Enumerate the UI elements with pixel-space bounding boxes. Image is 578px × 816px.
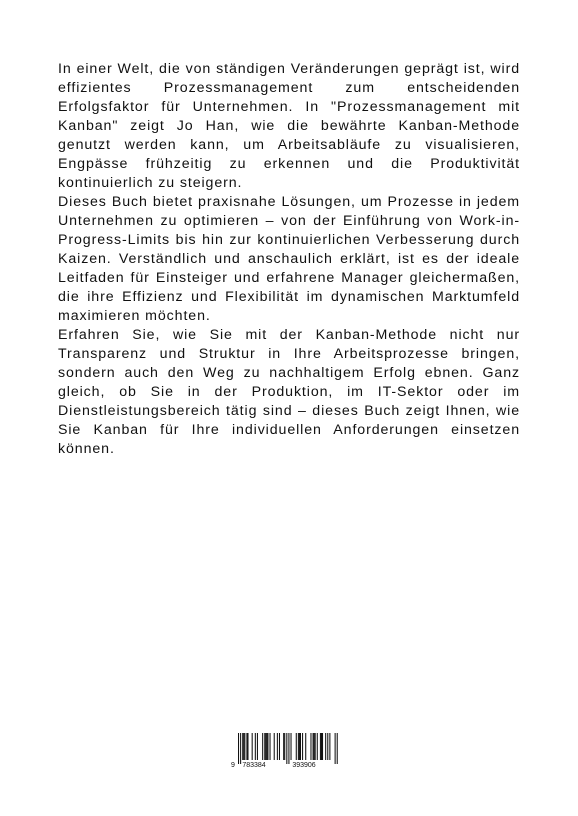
barcode-right-digits: 393906 bbox=[292, 762, 316, 769]
barcode-bar bbox=[310, 733, 311, 760]
barcode-bar bbox=[257, 733, 258, 760]
barcode-bar bbox=[277, 733, 278, 760]
barcode-bar bbox=[242, 733, 243, 760]
barcode-bar bbox=[238, 733, 239, 764]
barcode-bar bbox=[274, 733, 275, 760]
barcode-bar bbox=[270, 733, 271, 760]
barcode-bar bbox=[315, 733, 316, 760]
isbn-barcode bbox=[230, 733, 342, 769]
barcode-bar bbox=[320, 733, 321, 760]
blurb-paragraph-1: In einer Welt, die von ständigen Veränderungen geprägt ist, wird effizientes Prozessmanagement zum entscheidenden Erfolgsfaktor für Unternehmen. In "Prozessmanagement mit Kanban" zeigt Jo Han, wie die bewährte Kanban-Methode genutzt werden kann, um Arbeitsabläufe zu visualisieren, Engpässe frühzeitig zu erkennen und die Produktivität kontinuierlich zu steigern. bbox=[58, 61, 520, 191]
barcode-bar bbox=[317, 733, 318, 760]
barcode-bar bbox=[327, 733, 328, 760]
barcode-bar bbox=[314, 733, 315, 760]
barcode-bar bbox=[252, 733, 253, 760]
barcode-bar bbox=[299, 733, 300, 760]
barcode-bar bbox=[329, 733, 330, 760]
barcode-bar bbox=[246, 733, 247, 760]
barcode-prefix-digit: 9 bbox=[231, 762, 235, 769]
barcode-bar bbox=[302, 733, 303, 760]
barcode-bar bbox=[265, 733, 266, 760]
barcode-left-digits: 783384 bbox=[242, 762, 266, 769]
barcode-bar bbox=[279, 733, 280, 760]
cover-blurb bbox=[58, 60, 520, 459]
barcode-bar bbox=[291, 733, 292, 760]
barcode-graphic bbox=[230, 733, 342, 769]
barcode-bar bbox=[283, 733, 284, 760]
barcode-bar bbox=[262, 733, 263, 760]
barcode-bar bbox=[288, 733, 289, 764]
barcode-bar bbox=[298, 733, 299, 760]
barcode-bar bbox=[264, 733, 265, 760]
blurb-paragraph-3: Erfahren Sie, wie Sie mit der Kanban-Methode nicht nur Transparenz und Struktur in Ihre Arbeitsprozesse bringen, sondern auch den Weg zu nachhaltigem Erfolg ebnen. Ganz gleich, ob Sie in der Produktion, im IT-Sektor oder im Dienstleistungsbereich tätig sind – dieses Buch zeigt Ihnen, wie Sie Kanban für Ihre individuellen Anforderungen einsetzen können. bbox=[58, 327, 520, 457]
barcode-bar bbox=[296, 733, 297, 760]
barcode-bar bbox=[240, 733, 241, 764]
barcode-bar bbox=[337, 733, 338, 764]
barcode-bar bbox=[305, 733, 306, 760]
barcode-bar bbox=[266, 733, 267, 760]
barcode-bar bbox=[322, 733, 323, 760]
barcode-bar bbox=[244, 733, 245, 760]
barcode-bar bbox=[325, 733, 326, 760]
barcode-bar bbox=[286, 733, 287, 764]
barcode-bar bbox=[313, 733, 314, 760]
barcode-bar bbox=[335, 733, 336, 764]
barcode-bar bbox=[243, 733, 244, 760]
barcode-bar bbox=[321, 733, 322, 760]
barcode-bar bbox=[300, 733, 301, 760]
barcode-bar bbox=[255, 733, 256, 760]
barcode-bar bbox=[247, 733, 248, 760]
barcode-bars bbox=[238, 733, 338, 764]
barcode-bar bbox=[267, 733, 268, 760]
blurb-paragraph-2: Dieses Buch bietet praxisnahe Lösungen, um Prozesse in jedem Unternehmen zu optimieren – von der Einführung von Work-in-Progress-Limits bis hin zur kontinuierlichen Verbesserung durch Kaizen. Verständlich und anschaulich erklärt, ist es der ideale Leitfaden für Einsteiger und erfahrene Manager gleichermaßen, die ihre Effizienz und Flexibilität im dynamischen Marktumfeld maximieren möchten. bbox=[58, 194, 520, 324]
barcode-bar bbox=[284, 733, 285, 760]
